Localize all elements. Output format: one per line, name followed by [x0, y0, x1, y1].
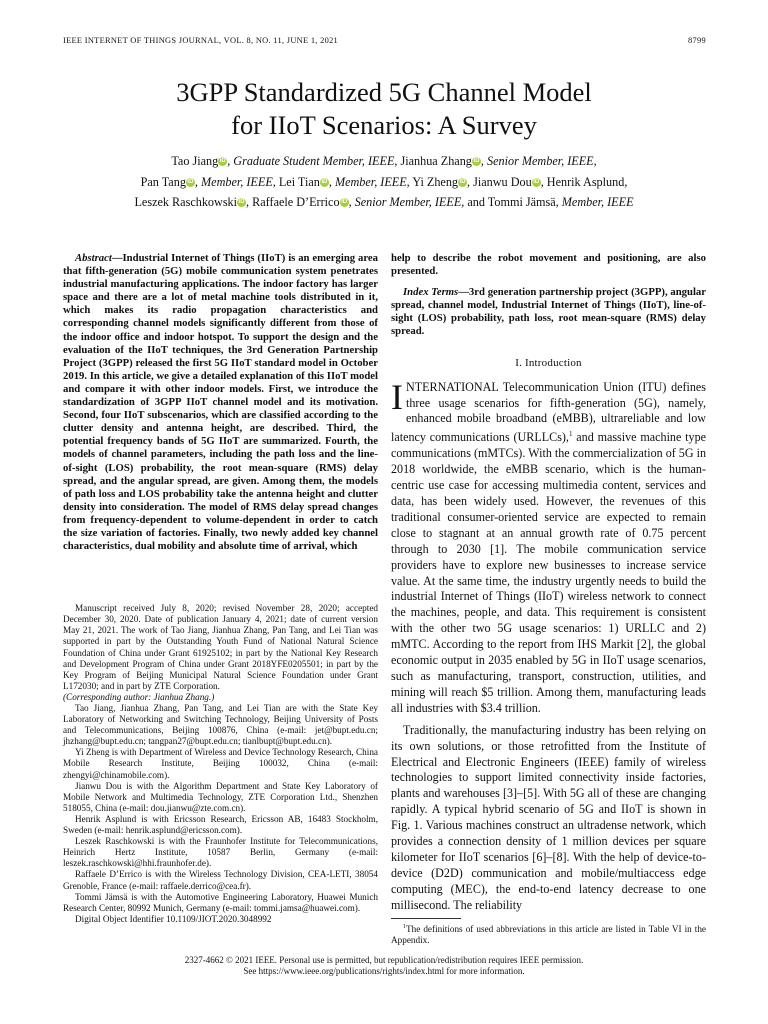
running-header-journal: IEEE INTERNET OF THINGS JOURNAL, VOL. 8, NO. 11, JUNE 1, 2021: [63, 36, 339, 45]
footnote-number: 1: [403, 923, 406, 930]
author-name: Raffaele D’Errico: [252, 195, 340, 209]
author-separator: ,: [246, 195, 253, 209]
author-line-3: [70, 192, 698, 213]
author-role: Member, IEEE: [561, 195, 634, 209]
introduction-body: [391, 376, 707, 914]
copyright-line-1: 2327-4662 © 2021 IEEE. Personal use is permitted, but republication/redistribution requires IEEE permission.: [184, 955, 584, 965]
author-name: Jianwu Dou: [473, 174, 532, 189]
orcid-icon[interactable]: iD: [238, 199, 245, 205]
left-column: [63, 252, 378, 925]
author-name: Yi Zheng: [409, 174, 459, 189]
author-name: Leszek Raschkowski: [134, 195, 238, 209]
index-terms-label: Index Terms: [403, 286, 459, 299]
abstract: [63, 252, 378, 553]
orcid-icon[interactable]: iD: [459, 178, 466, 185]
author-name: Tao Jiang: [171, 154, 219, 168]
drop-cap: I: [391, 376, 403, 417]
spacer: [63, 553, 378, 603]
copyright-line-2[interactable]: See https://www.ieee.org/publications/rights/index.html for more information.: [243, 966, 525, 976]
author-role: , Member, IEEE,: [328, 174, 410, 189]
footnote-manuscript: Manuscript received July 8, 2020; revised November 28, 2020; accepted December 30, 2020. Date of publication January 4, 2021; date of current version May 21, 2021. The work of Tao Jiang, Jianhua Zhang, Pan Tang, and Lei Tian was supported in part by the Outstanding Youth Fund of National Natural Science Foundation of China under Grant 61925102; in part by the National Key Research and Development Program of China under Grant 2018YFE0205501; in part by the Key Program of Beijing Municipal Natural Science Foundation under Grant L172030; and in part by ZTE Corporation.: [63, 603, 378, 691]
orcid-icon[interactable]: iD: [321, 178, 328, 185]
author-role: , Senior Member, IEEE,: [348, 195, 465, 209]
author-separator: ,: [467, 174, 474, 189]
doi[interactable]: Digital Object Identifier 10.1109/JIOT.2020.3048992: [75, 913, 272, 924]
abstract-continued: help to describe the robot movement and positioning, are also presented.: [391, 252, 706, 278]
author-name: Pan Tang: [140, 174, 186, 189]
footnote-divider: [391, 918, 461, 919]
abstract-text: —Industrial Internet of Things (IIoT) is an emerging area that fifth-generation (5G) mobile communication system penetrates industrial manufacturing applications. The indoor factory has larger space and there are a lot of metal machine tools distributed in it, which makes its radio propagation characteristics and corresponding channel models significantly different from those of the indoor office and indoor hotspot. To support the design and the evaluation of the IIoT techniques, the 3rd Generation Partnership Project (3GPP) released the first 5G IIoT standard model in October 2019. In this article, we give a detailed explanation of this IIoT model and compare it with other indoor models. First, we introduce the standardization of 3GPP IIoT channel model and its motivation. Second, four IIoT subscenarios, which are classified according to the clutter density and antenna height, are described. Third, the potential frequency bands of 5G IIoT are summarized. Fourth, the models of channel parameters, including the path loss and the line-of-sight (LOS) probability, the root mean-square (RMS) delay spread, and the angular spread, are given. Among them, the models of path loss and LOS probability take the antenna height and clutter density into consideration. The model of RMS delay spread changes from frequency-dependent to volume-dependent in order to catch the size variation of factories. Finally, two newly added key channel characteristics, dual mobility and absolute time of arrival, which: [63, 252, 378, 553]
orcid-icon[interactable]: iD: [341, 199, 348, 205]
section-heading: I. Introduction: [515, 356, 582, 369]
corresponding-author: (Corresponding author: Jianhua Zhang.): [63, 691, 215, 702]
orcid-icon[interactable]: iD: [219, 158, 226, 164]
paper-title: [0, 76, 768, 142]
footnote-abbreviations: [391, 922, 706, 946]
footnote-affiliation: Tommi Jämsä is with the Automotive Engineering Laboratory, Huawei Munich Research Center, 80992 Munich, Germany (e-mail: tommi.jamsa@huawei.com).: [63, 891, 378, 913]
intro-first-word: NTERNATIONAL: [406, 379, 499, 394]
index-terms-text: —3rd generation partnership project (3GPP), angular spread, channel model, Industrial Internet of Things (IIoT), line-of-sight (LOS) probability, path loss, root mean-square (RMS) delay spread.: [391, 286, 706, 338]
author-list: [70, 151, 698, 213]
right-column: [391, 252, 706, 946]
intro-text: Telecommunication Union (ITU) defines three usage scenarios for fifth-generation (5G), namely, enhanced mobile broadband (eMBB), ultrareliable and low latency communications (URLLCs),: [391, 379, 706, 445]
footnote-marker[interactable]: 1: [568, 430, 573, 439]
author-role: , Member, IEEE,: [194, 174, 276, 189]
footnote-affiliation: Leszek Raschkowski is with the Fraunhofer Institute for Telecommunications, Heinrich Hertz Institute, 10587 Berlin, Germany (e-mail: leszek.raschkowski@hhi.fraunhofer.de).: [63, 836, 378, 869]
intro-text: and massive machine type communications (mMTCs). With the commercialization of 5G in 2018 worldwide, the eMBB scenario, which is the human-centric use case for accessing multimedia content, services and data, has been widely used. However, the revenues of this traditional consumer-oriented service are expected to remain close to stagnant at an annual growth rate of 0.75 percent through to 2030 [1]. The mobile communication service providers have to explore new businesses to increase service value. At the same time, the industry urgently needs to build the industrial Internet of Things (IIoT) wireless network to connect the machines, people, and data. This requirement is consistent with the other two 5G usage scenarios: 1) URLLC and 2) mMTC. According to the report from IHS Markit [2], the global economic output in 2035 enabled by 5G in IIoT usage scenarios, such as manufacturing, transport, construction, utilities, and mining will reach $5 trillion. Among them, manufacturing leads all industries with $3.4 trillion.: [391, 430, 707, 715]
footnote-affiliation: Henrik Asplund is with Ericsson Research, Ericsson AB, 16483 Stockholm, Sweden (e-mail: henrik.asplund@ericsson.com).: [63, 813, 378, 836]
footnote-affiliation: Yi Zheng is with Department of Wireless and Device Technology Research, China Mobile Research Institute, Beijing 100032, China (e-mail: zhengyi@chinamobile.com).: [63, 747, 378, 780]
author-role: , Graduate Student Member, IEEE,: [227, 154, 398, 168]
orcid-icon[interactable]: iD: [473, 158, 480, 164]
intro-paragraph-1: [391, 376, 707, 717]
author-name: and Tommi Jämsä,: [464, 195, 562, 209]
footnote-affiliation: Jianwu Dou is with the Algorithm Department and State Key Laboratory of Mobile Network and Multimedia Technology, ZTE Corporation Ltd., Shenzhen 518055, China (e-mail: dou.jianwu@zte.com.cn).: [63, 780, 378, 813]
orcid-icon[interactable]: iD: [533, 178, 540, 185]
title-line-2: for IIoT Scenarios: A Survey: [231, 110, 537, 140]
footnote-affiliation: Raffaele D’Errico is with the Wireless Technology Division, CEA-LETI, 38054 Grenoble, France (e-mail: raffaele.derrico@cea.fr).: [63, 869, 378, 891]
orcid-icon[interactable]: iD: [187, 178, 194, 185]
footnote-text: The definitions of used abbreviations in this article are listed in Table VI in the Appendix.: [391, 923, 706, 945]
abstract-label: Abstract: [75, 252, 112, 264]
author-line-2: [70, 172, 698, 193]
footnotes-affiliations: [63, 603, 378, 925]
index-terms: [391, 286, 706, 338]
author-name: Lei Tian: [275, 174, 320, 189]
page-number: 8799: [688, 36, 706, 45]
title-line-1: 3GPP Standardized 5G Channel Model: [176, 77, 592, 107]
footnote-affiliation: Tao Jiang, Jianhua Zhang, Pan Tang, and Lei Tian are with the State Key Laboratory of Networking and Switching Technology, Beijing University of Posts and Telecommunications, Beijing 100876, China (e-mail: jet@bupt.edu.cn; jhzhang@bupt.edu.cn; tangpan27@bupt.edu.cn; tianlbupt@bupt.edu.cn).: [63, 703, 378, 747]
author-name: Jianhua Zhang: [397, 154, 472, 168]
copyright-notice: [0, 955, 768, 977]
intro-paragraph-2: Traditionally, the manufacturing industry has been relying on its own solutions, or those retrofitted from the Institute of Electrical and Electronic Engineers (IEEE) family of wireless technologies to support limited connectivity inside factories, plants and warehouses [3]–[5]. With 5G all of these are changing rapidly. A typical hybrid scenario of 5G and IIoT is shown in Fig. 1. Various machines construct an ultradense network, which provides a connection density of 1 million devices per square kilometer for IIoT scenarios [6]–[8]. With the help of device-to-device (D2D) communication and mobile/multiaccess edge computing (MEC), the end-to-end latency decrease to one millisecond. The reliability: [391, 722, 706, 912]
author-role: , Senior Member, IEEE,: [480, 154, 597, 168]
author-name: , Henrik Asplund,: [540, 174, 628, 189]
author-line-1: [70, 151, 698, 172]
